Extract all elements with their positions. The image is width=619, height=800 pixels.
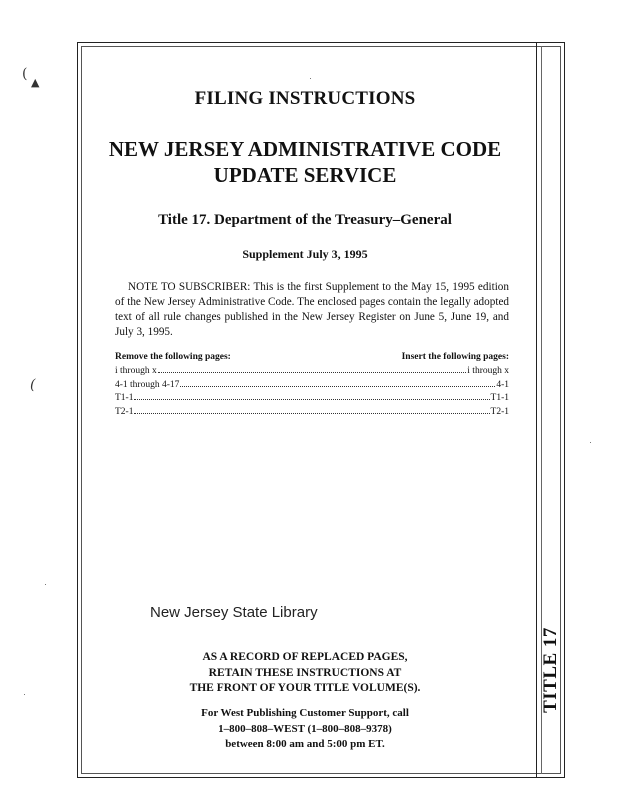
dot-leader [180, 386, 495, 387]
record-notice-line: RETAIN THESE INSTRUCTIONS AT [208, 666, 402, 679]
document-subtitle [95, 136, 515, 188]
dot-leader [158, 372, 467, 373]
table-row [115, 392, 509, 406]
margin-mark: ( [30, 377, 36, 393]
record-notice-line: THE FRONT OF YOUR TITLE VOLUME(S). [189, 682, 421, 694]
department-title: Title 17. Department of the Treasury–General [158, 212, 452, 228]
remove-pages: 4-1 through 4-17 [115, 379, 180, 390]
subtitle-line: NEW JERSEY ADMINISTRATIVE CODE [108, 137, 502, 161]
scan-speck [310, 78, 311, 79]
record-notice [175, 650, 435, 697]
pages-table-header [115, 352, 509, 362]
dot-leader [134, 413, 489, 414]
title-tab [537, 620, 565, 720]
remove-pages: T2-1 [115, 406, 134, 417]
pages-table [95, 352, 515, 419]
remove-pages: T1-1 [115, 393, 134, 403]
remove-pages: i through x [115, 366, 157, 376]
support-phone: 1–800–808–WEST (1–800–808–9378) [218, 722, 392, 735]
remove-header: Remove the following pages: [115, 352, 231, 362]
document-body [95, 80, 515, 419]
insert-pages: T2-1 [490, 406, 509, 417]
support-line: For West Publishing Customer Support, call [201, 707, 409, 719]
table-row [115, 406, 509, 420]
margin-mark: ▲ [31, 76, 40, 89]
table-row [115, 379, 509, 393]
scan-speck [24, 694, 25, 695]
insert-header: Insert the following pages: [401, 352, 509, 362]
title-tab-label: TITLE 17 [540, 627, 561, 713]
supplement-date: Supplement July 3, 1995 [242, 247, 368, 261]
subtitle-line: UPDATE SERVICE [213, 163, 397, 187]
table-row [115, 365, 509, 379]
document-heading: FILING INSTRUCTIONS [194, 88, 416, 109]
scan-speck [45, 584, 46, 585]
record-notice-line: AS A RECORD OF REPLACED PAGES, [202, 651, 408, 663]
dot-leader [134, 399, 489, 400]
insert-pages: T1-1 [490, 393, 509, 403]
subscriber-note-text: NOTE TO SUBSCRIBER: This is the first Supplement to the May 15, 1995 edition of the New Jersey Administrative Code. The enclosed pages contain the legally adopted text of all rule changes published in the New Jersey Register on June 5, June 19, and July 3, 1995. [115, 281, 509, 338]
scan-speck [590, 442, 591, 443]
insert-pages: i through x [467, 366, 509, 376]
insert-pages: 4-1 [496, 379, 509, 390]
subscriber-note [95, 280, 515, 340]
customer-support [175, 706, 435, 753]
library-stamp: New Jersey State Library [150, 604, 318, 621]
support-hours: between 8:00 am and 5:00 pm ET. [225, 738, 385, 750]
margin-mark: ( [22, 66, 28, 82]
